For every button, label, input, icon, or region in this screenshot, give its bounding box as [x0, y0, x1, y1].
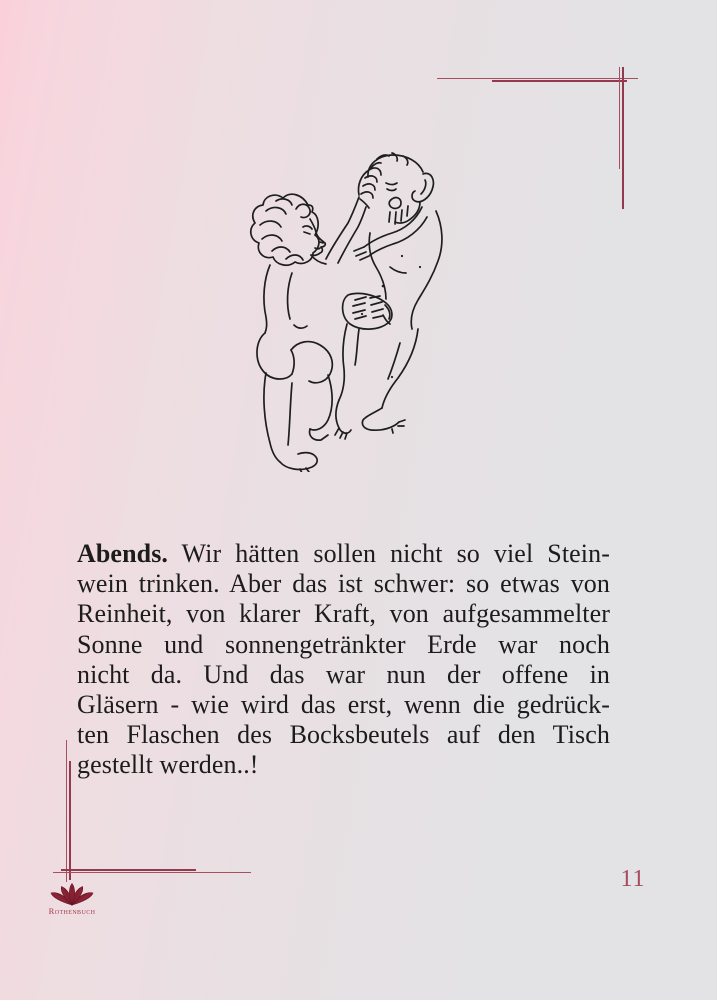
standing-foot: [362, 408, 399, 430]
gripping-arm: [364, 207, 422, 247]
publisher-logo: [42, 882, 102, 916]
curly-hair: [251, 194, 319, 265]
leg: [264, 373, 280, 462]
text-line: nicht da. Und das war nun der offene in: [77, 659, 610, 689]
text-line: Gläsern - wie wird das erst, wenn die gedrück-: [77, 690, 610, 720]
right-putto: [335, 153, 442, 439]
page-number: 11: [620, 866, 646, 892]
foot: [280, 453, 317, 470]
text-line: wein trinken. Aber das ist schwer: so etwas von: [77, 569, 610, 599]
rule-line: [61, 869, 196, 871]
text-line: Abends. Wir hätten sollen nicht so viel Stein-: [77, 539, 610, 568]
leaf-emblem-icon: [48, 882, 96, 906]
calf: [339, 324, 347, 400]
standing-leg: [382, 329, 418, 408]
text-line: Reinheit, von klarer Kraft, von aufgesammelter: [77, 599, 610, 629]
text-line: ten Flaschen des Bocksbeutels auf den Tisch: [77, 720, 610, 750]
head: [368, 155, 423, 177]
rule-line: [69, 761, 71, 880]
pointed-ear: [412, 173, 433, 201]
rule-line: [53, 872, 251, 873]
closed-eye: [386, 183, 397, 185]
back: [264, 265, 270, 333]
mouth: [389, 198, 401, 209]
rule-line: [66, 740, 67, 882]
text-line: Sonne und sonnengetränkter Erde war noch: [77, 629, 610, 659]
rule-line: [492, 80, 627, 82]
rule-line: [619, 67, 620, 169]
belly: [369, 233, 386, 299]
raised-thigh: [343, 293, 392, 329]
rule-line: [622, 67, 624, 209]
text-line: gestellt werden..!: [77, 750, 259, 780]
left-putto: [251, 168, 381, 472]
wrestling-putti-illustration: [240, 147, 455, 472]
body-text: [77, 539, 610, 781]
back: [411, 211, 442, 329]
publisher-name: Rothenbuch: [48, 906, 96, 916]
navel-dot: [382, 285, 385, 288]
raised-arm: [326, 197, 359, 259]
paragraph-lead: Abends.: [77, 539, 169, 568]
rule-line: [437, 78, 638, 79]
thigh-hatching: [353, 296, 383, 319]
eye: [304, 232, 310, 234]
